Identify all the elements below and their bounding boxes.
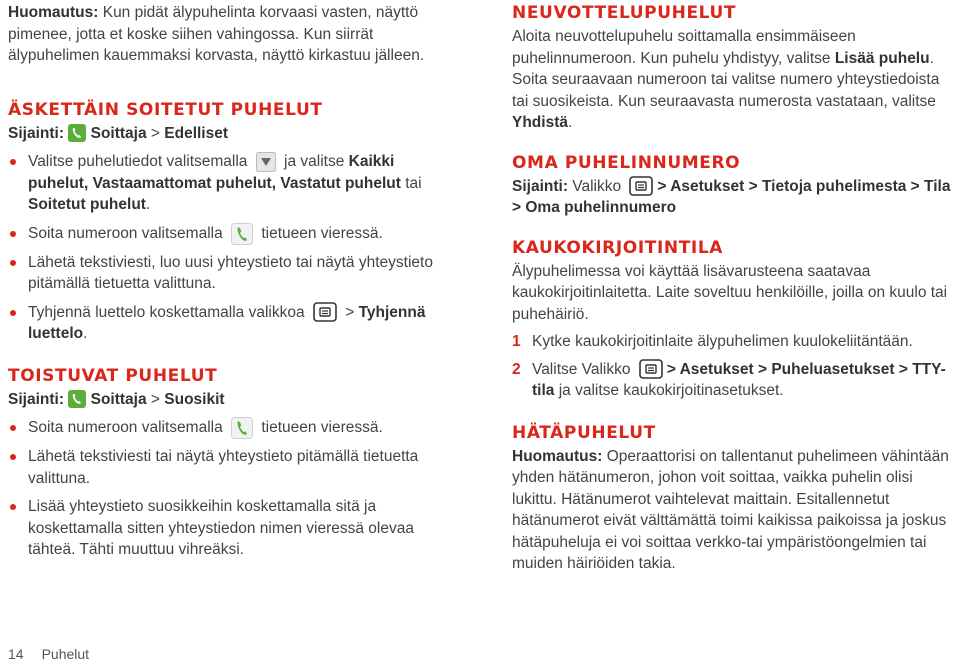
favorites-bullet-list (8, 417, 448, 561)
recent-calls-heading: ÄSKETTÄIN SOITETUT PUHELUT (8, 99, 323, 120)
list-item (8, 417, 448, 439)
step-path: > Asetukset > Puheluasetukset > TTY-tila (532, 360, 946, 399)
body-text: Valikko (567, 177, 622, 195)
bullet-text: Lähetä tekstiviesti, luo uusi yhteystieto tai näytä yhteystieto pitämällä tietuetta valittuna. (28, 253, 433, 292)
bullet-text: Lisää yhteystieto suosikkeihin koskettamalla sitä ja koskettamalla sitten yhteystiedon nimen vieressä olevaa tähteä. Tähti muuttuu vihreäksi. (28, 498, 414, 558)
dialer-app-icon (68, 124, 86, 142)
emergency-paragraph (512, 446, 958, 575)
step-text: ja valitse kaukokirjoitinasetukset. (554, 382, 784, 399)
location-app: Soittaja (90, 124, 147, 142)
page-footer (8, 644, 89, 666)
bullet-text: . (145, 196, 151, 213)
bullet-text: ja valitse (279, 153, 349, 170)
body-bold: Yhdistä (512, 114, 568, 131)
bullet-text: . (83, 325, 88, 342)
bullet-bold: Soitetut puhelut (28, 196, 146, 213)
own-number-heading: OMA PUHELINNUMERO (512, 152, 741, 173)
tty-intro: Älypuhelimessa voi käyttää lisävarusteena saatavaa kaukokirjoitinlaitetta. Laite soveltuu henkilöille, joilla on kuulo tai puhehäiriö. (512, 262, 948, 323)
bullet-text: Tyhjennä luettelo koskettamalla valikkoa (28, 303, 305, 321)
body-text: . Soita seuraavaan numeroon tai valitse numero yhteystiedoista tai suosikeista. Kun seuraavasta numerosta vastataan, valitse (512, 49, 940, 110)
location-label: Sijainti: (8, 390, 64, 408)
body-text: . (567, 114, 573, 131)
conference-calls-heading: NEUVOTTELUPUHELUT (512, 3, 737, 23)
bullet-text: > (340, 303, 359, 321)
conference-paragraph (512, 26, 958, 134)
body-text: Aloita neuvottelupuhelu soittamalla ensimmäiseen puhelinnumeroon. Kun puhelu yhdistyy, valitse (512, 28, 856, 67)
recent-bullet-list (8, 151, 448, 345)
favorites-location (8, 389, 448, 411)
list-item (8, 496, 448, 561)
list-item (8, 252, 448, 295)
bullet-text: Valitse puhelutiedot valitsemalla (28, 153, 248, 170)
list-item (8, 223, 448, 245)
menu-key-icon (629, 176, 653, 196)
location-label: Sijainti: (512, 177, 568, 195)
emergency-heading: HÄTÄPUHELUT (512, 422, 656, 443)
location-sep: > (146, 124, 165, 142)
bullet-text: Soita numeroon valitsemalla (28, 224, 223, 242)
bullet-text: Lähetä tekstiviesti tai näytä yhteystieto pitämällä tietuetta valittuna. (28, 448, 419, 487)
body-bold: Lisää puhelu (834, 49, 930, 67)
list-item (8, 151, 448, 216)
tty-heading: KAUKOKIRJOITINTILA (512, 237, 724, 258)
own-number-location (512, 176, 958, 219)
phone-call-icon (231, 223, 253, 245)
list-item (512, 331, 958, 353)
menu-key-icon (313, 302, 337, 322)
bullet-bold: Kaikki puhelut, Vastaamattomat puhelut, Vastatut puhelut (28, 153, 401, 192)
bullet-text: tai (400, 174, 422, 192)
step-text: Valitse Valikko (532, 360, 631, 378)
step-text: Kytke kaukokirjoitinlaite älypuhelimen kuulokeliitäntään. (532, 333, 913, 350)
location-tab: Edelliset (164, 124, 229, 142)
dropdown-triangle-icon (256, 152, 276, 172)
dialer-app-icon (68, 390, 86, 408)
note-label: Huomautus: (512, 447, 603, 465)
left-column (8, 2, 448, 561)
menu-key-icon (639, 359, 663, 379)
location-label: Sijainti: (8, 124, 64, 142)
note-paragraph (8, 2, 448, 67)
location-path: > Asetukset > Tietoja puhelimesta > Tila > Oma puhelinnumero (512, 177, 951, 216)
section-name: Puhelut (41, 646, 90, 662)
location-sep: > (146, 390, 165, 408)
favorite-calls-heading: TOISTUVAT PUHELUT (8, 365, 218, 386)
bullet-text: Soita numeroon valitsemalla (28, 419, 223, 437)
list-item (8, 446, 448, 489)
location-app: Soittaja (90, 390, 147, 408)
recent-location (8, 123, 448, 145)
list-item (512, 359, 958, 402)
step-number: 2 (512, 360, 521, 378)
note-text: Kun pidät älypuhelinta korvaasi vasten, näyttö pimenee, jotta et koske siihen vahingossa. Kun siirrät älypuhelimen kauemmaksi korvasta, näyttö kirkastuu jälleen. (8, 4, 425, 64)
list-item (8, 302, 448, 345)
bullet-text: tietueen vieressä. (261, 419, 383, 437)
bullet-bold: Tyhjennä luettelo (28, 303, 426, 342)
bullet-text: tietueen vieressä. (261, 224, 383, 242)
body-text: Operaattorisi on tallentanut puhelimeen vähintään yhden hätänumeron, johon voit soittaa, vaikka puhelin olisi lukittu. Hätänumerot vaihtelevat maittain. Esitallennetut hätänumerot eivät välttämättä toimi kaikissa paikoissa ja joskus hätäpuheluja ei voi soittaa verkko-tai ympäristöongelmien tai muiden häiriöiden takia. (512, 447, 949, 572)
phone-call-icon (231, 417, 253, 439)
location-tab: Suosikit (164, 390, 225, 408)
step-number: 1 (512, 333, 521, 350)
page-number: 14 (8, 646, 24, 662)
tty-steps (512, 331, 958, 402)
note-label: Huomautus: (8, 4, 99, 21)
right-column (512, 2, 958, 575)
